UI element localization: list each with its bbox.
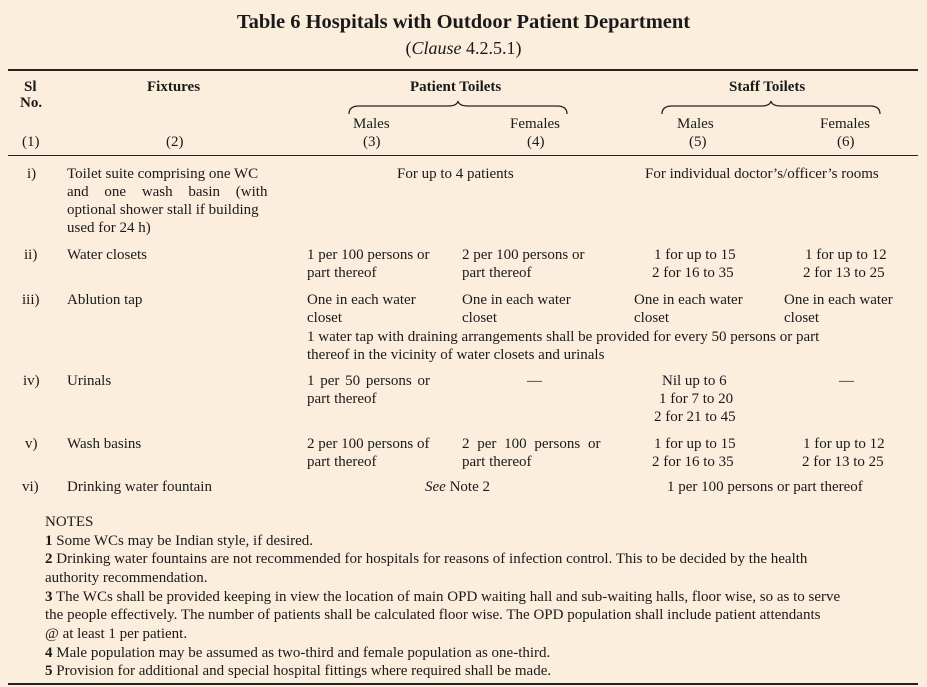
- header-sl: Sl: [24, 79, 37, 95]
- row-1-fixture-l2: [67, 183, 285, 201]
- row-2-c4-l2: part thereof: [462, 265, 532, 281]
- note-3-l3: @ at least 1 per patient.: [45, 626, 188, 642]
- row-6-sl: vi): [22, 479, 39, 495]
- clause-reference: (Clause 4.2.5.1): [405, 38, 522, 58]
- row-5-sl: v): [25, 436, 38, 452]
- header-females-staff: Females: [820, 116, 870, 132]
- row-5-c6-l1: 1 for up to 12: [803, 436, 885, 452]
- row-5-c3-l2: part thereof: [307, 454, 377, 470]
- row-4-fixture: Urinals: [67, 373, 112, 389]
- row-2-c3-l2: part thereof: [307, 265, 377, 281]
- row-1-fixture-l1: Toilet suite comprising one WC: [67, 166, 259, 182]
- row-3-span-note-l1: 1 water tap with draining arrangements shall be provided for every 50 persons or part: [307, 329, 820, 345]
- row-6-note-ref: Note 2: [449, 479, 490, 495]
- row-3-sl: iii): [22, 292, 40, 308]
- row-3-c5-l2: closet: [634, 310, 669, 326]
- row-4-c6: —: [839, 373, 854, 389]
- header-no: No.: [20, 95, 43, 111]
- row-2-sl: ii): [24, 247, 38, 263]
- row-3-c3-l1: One in each water: [307, 292, 416, 308]
- note-2-l1: [45, 550, 807, 568]
- header-fixtures: Fixtures: [147, 79, 201, 95]
- row-3-c4-l1: One in each water: [462, 292, 571, 308]
- row-5-c5-l2: 2 for 16 to 35: [652, 454, 734, 470]
- col-num-5: (5): [689, 134, 707, 150]
- col-num-6: (6): [837, 134, 855, 150]
- note-2-num: 2: [45, 551, 53, 567]
- header-males-staff: Males: [677, 116, 714, 132]
- row-1-staff-span: For individual doctor’s/officer’s rooms: [645, 166, 879, 182]
- row-5-c5-l1: 1 for up to 15: [654, 436, 736, 452]
- note-3-text-l1: The WCs shall be provided keeping in view the location of main OPD waiting hall and sub-waiting halls, floor wise, so as to serve: [55, 589, 841, 605]
- row-6-fixture: Drinking water fountain: [67, 479, 212, 495]
- note-3-l2: the people effectively. The number of patients shall be calculated floor wise. The OPD population shall include patient attendants: [45, 607, 821, 623]
- staff-brace-icon: [660, 100, 882, 116]
- row-3-c6-l2: closet: [784, 310, 819, 326]
- row-1-patient-span: For up to 4 patients: [397, 166, 514, 182]
- header-staff-toilets: Staff Toilets: [729, 79, 806, 95]
- row-2-fixture: Water closets: [67, 247, 148, 263]
- note-3-l1: [45, 588, 840, 606]
- row-4-c5-l2: 1 for 7 to 20: [659, 391, 734, 407]
- row-2-c6-l1: 1 for up to 12: [805, 247, 887, 263]
- row-4-c3-l2: part thereof: [307, 391, 377, 407]
- note-4-num: 4: [45, 645, 53, 661]
- row-4-c5-l1: Nil up to 6: [662, 373, 727, 389]
- clause-number: 4.2.5.1: [466, 38, 516, 58]
- row-3-span-note-l2: thereof in the vicinity of water closets and urinals: [307, 347, 605, 363]
- row-2-c4-l1: 2 per 100 persons or: [462, 247, 585, 263]
- row-6-see: See: [425, 479, 446, 495]
- row-2-c5-l1: 1 for up to 15: [654, 247, 736, 263]
- table-title: Table 6 Hospitals with Outdoor Patient Department: [236, 11, 691, 33]
- col-num-2: (2): [166, 134, 184, 150]
- row-6-staff-span: 1 per 100 persons or part thereof: [667, 479, 863, 495]
- clause-word: Clause: [411, 38, 462, 58]
- row-5-c4-l1: 2 per 100 persons or: [462, 436, 601, 452]
- note-2-l2: authority recommendation.: [45, 570, 208, 586]
- row-2-c5-l2: 2 for 16 to 35: [652, 265, 734, 281]
- header-males-patient: Males: [353, 116, 390, 132]
- row-4-c4: —: [527, 373, 542, 389]
- row-5-c6-l2: 2 for 13 to 25: [802, 454, 884, 470]
- row-2-c6-l2: 2 for 13 to 25: [803, 265, 885, 281]
- note-1-num: 1: [45, 533, 53, 549]
- note-5: [45, 662, 551, 680]
- row-3-c5-l1: One in each water: [634, 292, 743, 308]
- note-2-text-l1: Drinking water fountains are not recommended for hospitals for reasons of infection control. This to be decided by the health: [56, 551, 808, 567]
- note-5-text: Provision for additional and special hospital fittings where required shall be made.: [56, 663, 552, 679]
- header-females-patient: Females: [510, 116, 560, 132]
- row-3-c6-l1: One in each water: [784, 292, 893, 308]
- note-5-num: 5: [45, 663, 53, 679]
- notes-heading: NOTES: [45, 514, 94, 530]
- row-1-fixture-l4: used for 24 h): [67, 220, 151, 236]
- col-num-4: (4): [527, 134, 545, 150]
- note-1-text: Some WCs may be Indian style, if desired.: [56, 533, 314, 549]
- col-num-1: (1): [22, 134, 40, 150]
- row-5-fixture: Wash basins: [67, 436, 142, 452]
- bottom-rule: [8, 683, 918, 685]
- patient-brace-icon: [347, 100, 569, 116]
- note-3-num: 3: [45, 589, 53, 605]
- row-4-sl: iv): [23, 373, 40, 389]
- row-3-c4-l2: closet: [462, 310, 497, 326]
- header-rule: [8, 155, 918, 156]
- note-1: [45, 532, 313, 550]
- row-1-sl: i): [27, 166, 37, 182]
- header-patient-toilets: Patient Toilets: [410, 79, 502, 95]
- row-1-fixture-l3: optional shower stall if building: [67, 202, 259, 218]
- col-num-3: (3): [363, 134, 381, 150]
- row-4-c3-l1: 1 per 50 persons or: [307, 373, 430, 389]
- row-6-patient-span: [425, 478, 490, 496]
- row-2-c3-l1: 1 per 100 persons or: [307, 247, 430, 263]
- note-4: [45, 644, 550, 662]
- row-3-fixture: Ablution tap: [67, 292, 143, 308]
- row-3-c3-l2: closet: [307, 310, 342, 326]
- top-rule: [8, 69, 918, 71]
- row-5-c4-l2: part thereof: [462, 454, 532, 470]
- note-4-text: Male population may be assumed as two-third and female population as one-third.: [56, 645, 551, 661]
- row-1-fixture-l2-text: and one wash basin (with: [67, 184, 268, 200]
- row-5-c3-l1: 2 per 100 persons of: [307, 436, 430, 452]
- row-4-c5-l3: 2 for 21 to 45: [654, 409, 736, 425]
